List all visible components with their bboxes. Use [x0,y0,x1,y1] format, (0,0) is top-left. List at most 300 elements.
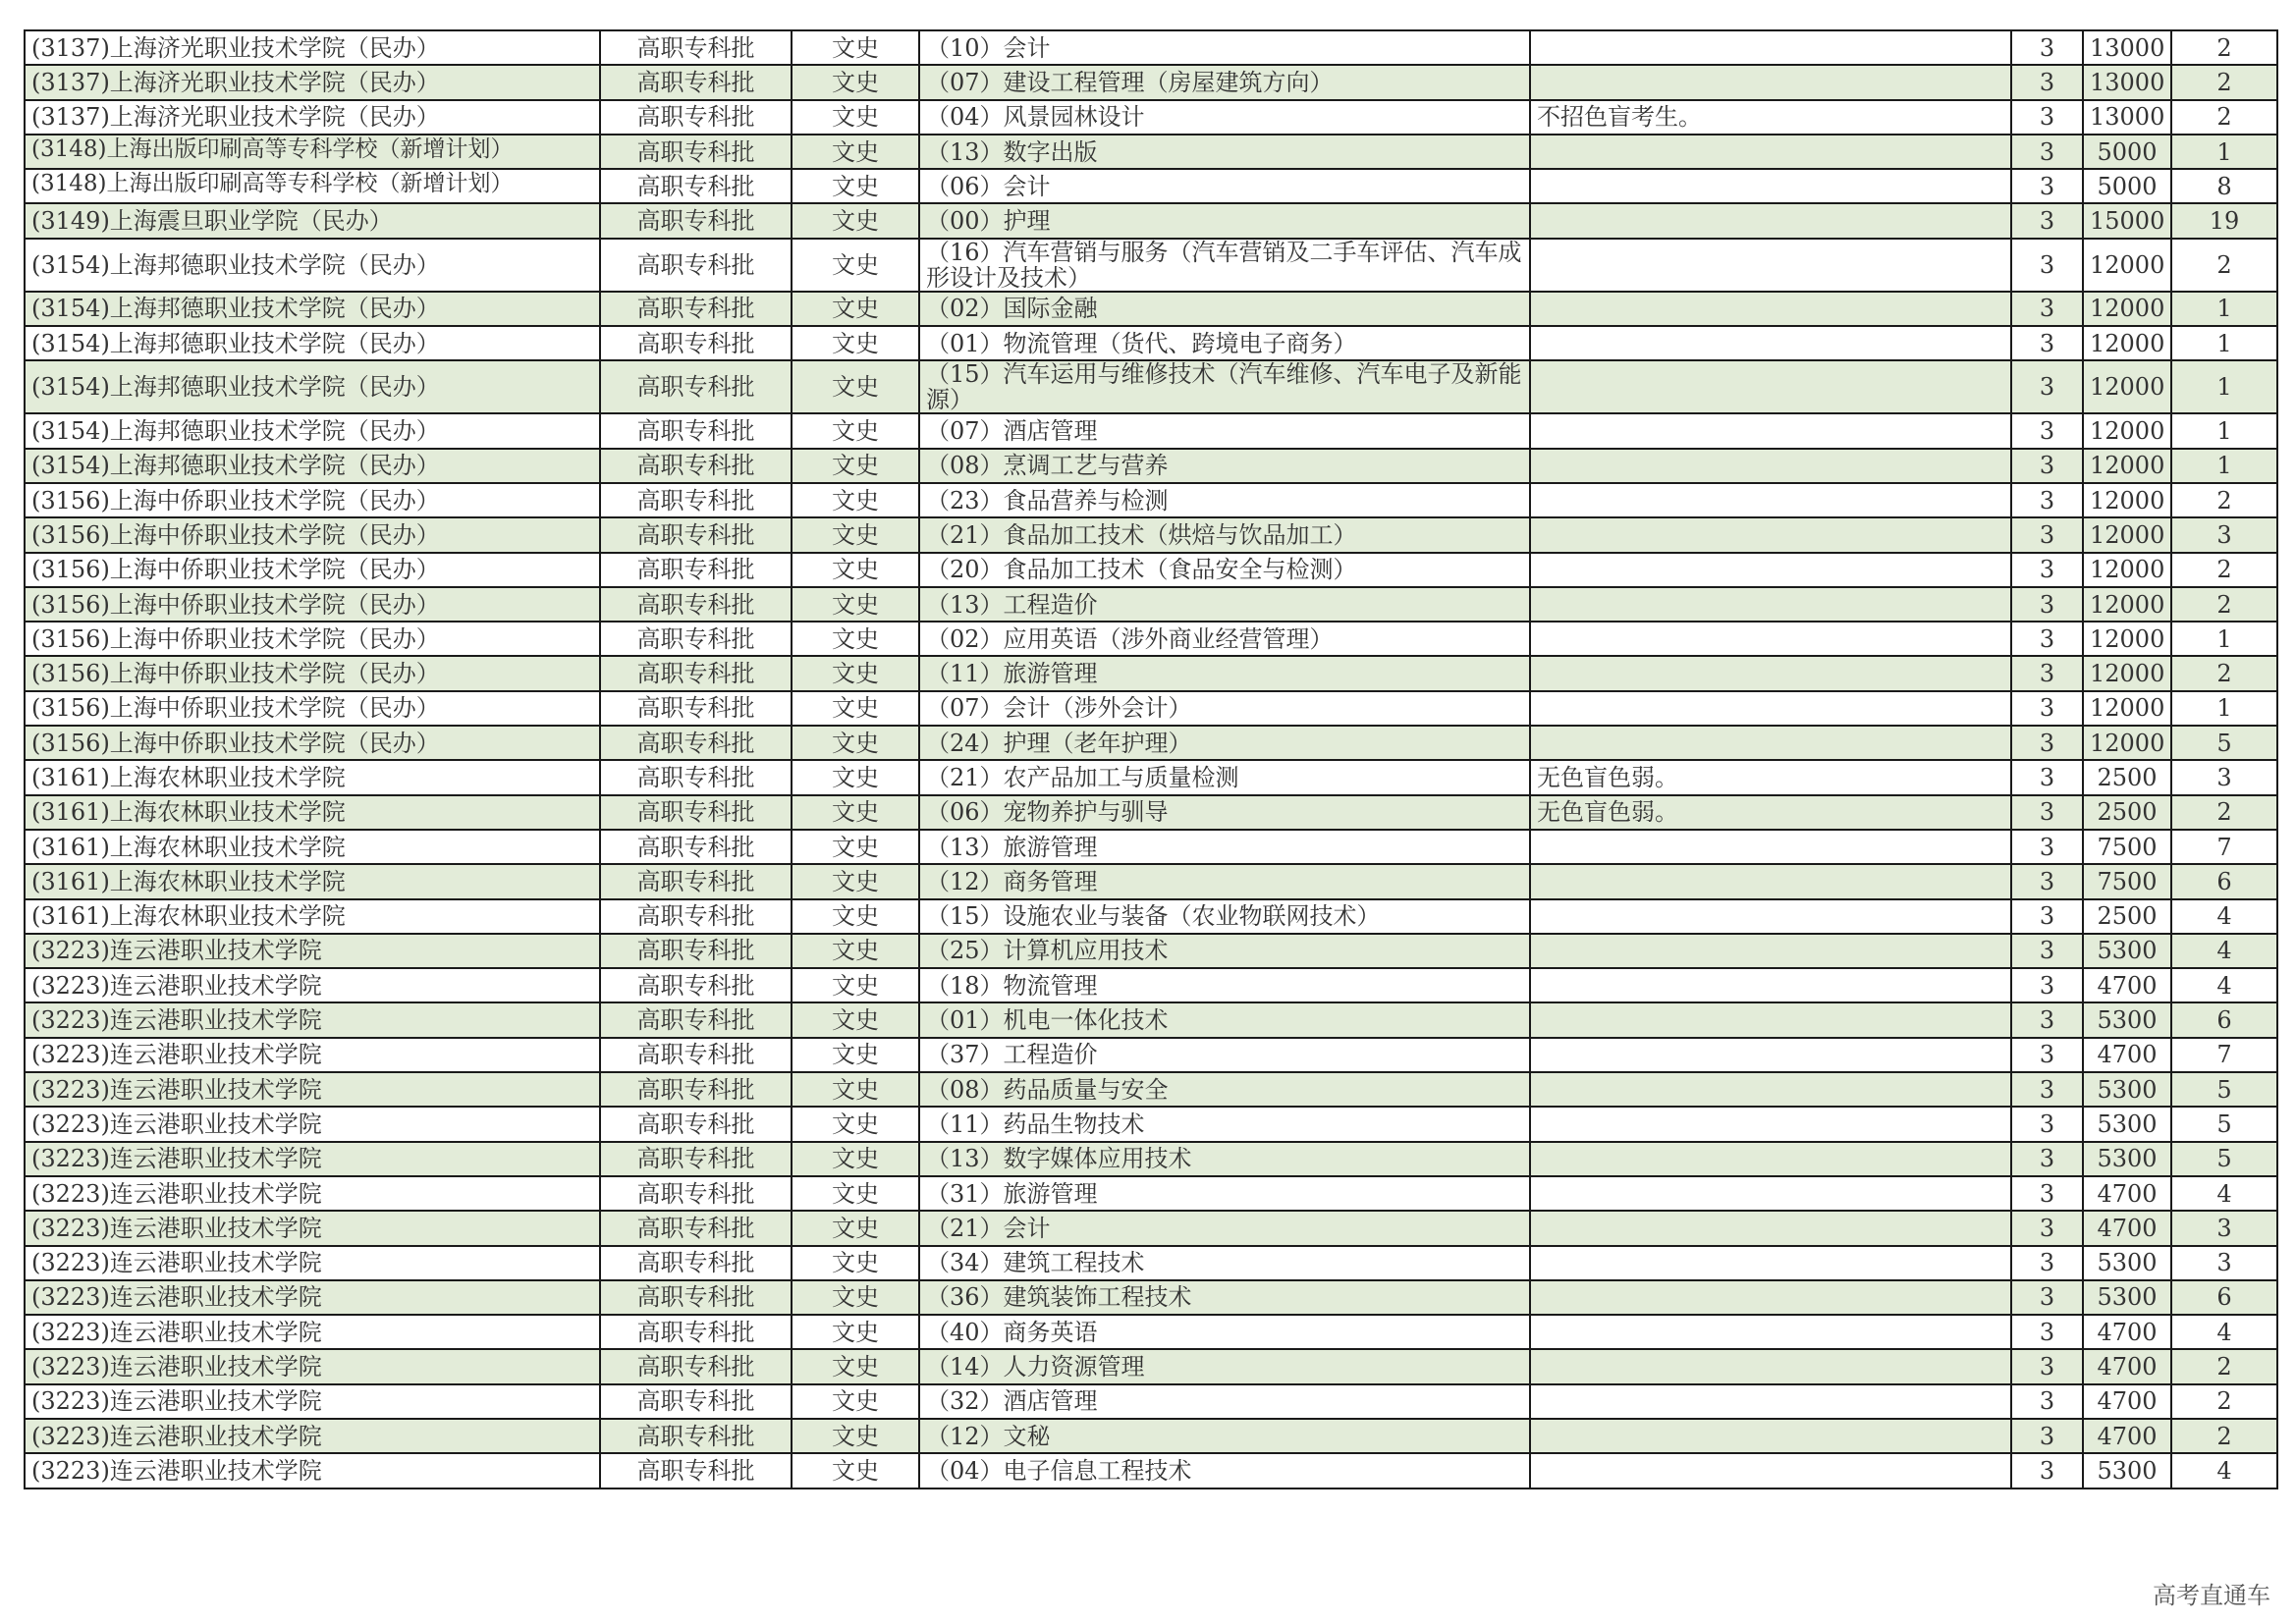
tuition-cell: 12000 [2083,587,2171,622]
school-cell: (3154)上海邦德职业技术学院（民办） [25,239,600,292]
note-cell [1530,517,2011,552]
quota-cell: 5 [2171,1107,2277,1141]
table-row [25,100,2277,135]
note-cell [1530,1107,2011,1141]
years-cell: 3 [2011,830,2083,864]
tuition-cell: 5300 [2083,1280,2171,1315]
subject-cell: 文史 [792,1211,919,1245]
subject-cell: 文史 [792,1384,919,1419]
years-cell: 3 [2011,587,2083,622]
note-cell [1530,292,2011,326]
years-cell: 3 [2011,65,2083,99]
table-row [25,1038,2277,1072]
quota-cell: 5 [2171,1142,2277,1176]
batch-cell: 高职专科批 [600,30,792,65]
table-row [25,726,2277,760]
years-cell: 3 [2011,864,2083,898]
subject-cell: 文史 [792,239,919,292]
subject-cell: 文史 [792,1280,919,1315]
school-cell: (3223)连云港职业技术学院 [25,1002,600,1037]
note-cell [1530,726,2011,760]
major-cell: （00）护理 [919,203,1530,238]
major-cell: （08）烹调工艺与营养 [919,449,1530,483]
school-cell: (3223)连云港职业技术学院 [25,1072,600,1107]
years-cell: 3 [2011,656,2083,690]
subject-cell: 文史 [792,360,919,413]
subject-cell: 文史 [792,30,919,65]
quota-cell: 6 [2171,864,2277,898]
years-cell: 3 [2011,239,2083,292]
school-cell: (3154)上海邦德职业技术学院（民办） [25,292,600,326]
major-cell: （11）药品生物技术 [919,1107,1530,1141]
tuition-cell: 12000 [2083,239,2171,292]
school-cell: (3156)上海中侨职业技术学院（民办） [25,587,600,622]
table-row [25,449,2277,483]
subject-cell: 文史 [792,1419,919,1453]
years-cell: 3 [2011,1002,2083,1037]
note-cell [1530,169,2011,203]
major-cell: （12）商务管理 [919,864,1530,898]
batch-cell: 高职专科批 [600,65,792,99]
batch-cell: 高职专科批 [600,1419,792,1453]
school-cell: (3156)上海中侨职业技术学院（民办） [25,622,600,656]
years-cell: 3 [2011,135,2083,169]
quota-cell: 1 [2171,292,2277,326]
major-cell: （15）设施农业与装备（农业物联网技术） [919,899,1530,934]
subject-cell: 文史 [792,1142,919,1176]
tuition-cell: 12000 [2083,413,2171,448]
school-cell: (3137)上海济光职业技术学院（民办） [25,30,600,65]
school-cell: (3223)连云港职业技术学院 [25,968,600,1002]
batch-cell: 高职专科批 [600,691,792,726]
years-cell: 3 [2011,1176,2083,1211]
tuition-cell: 5300 [2083,1002,2171,1037]
batch-cell: 高职专科批 [600,864,792,898]
years-cell: 3 [2011,1280,2083,1315]
major-cell: （11）旅游管理 [919,656,1530,690]
school-cell: (3223)连云港职业技术学院 [25,1384,600,1419]
major-cell: （40）商务英语 [919,1315,1530,1349]
tuition-cell: 4700 [2083,1384,2171,1419]
batch-cell: 高职专科批 [600,587,792,622]
note-cell [1530,656,2011,690]
table-row [25,1072,2277,1107]
major-cell: （13）数字媒体应用技术 [919,1142,1530,1176]
quota-cell: 1 [2171,360,2277,413]
quota-cell: 4 [2171,1453,2277,1488]
table-row [25,360,2277,413]
batch-cell: 高职专科批 [600,1211,792,1245]
school-cell: (3223)连云港职业技术学院 [25,1453,600,1488]
note-cell [1530,1038,2011,1072]
school-cell: (3223)连云港职业技术学院 [25,1142,600,1176]
school-cell: (3137)上海济光职业技术学院（民办） [25,65,600,99]
subject-cell: 文史 [792,553,919,587]
table-row [25,934,2277,968]
years-cell: 3 [2011,1246,2083,1280]
subject-cell: 文史 [792,760,919,794]
years-cell: 3 [2011,899,2083,934]
quota-cell: 19 [2171,203,2277,238]
subject-cell: 文史 [792,100,919,135]
table-row [25,760,2277,794]
note-cell [1530,203,2011,238]
batch-cell: 高职专科批 [600,899,792,934]
subject-cell: 文史 [792,864,919,898]
tuition-cell: 4700 [2083,1349,2171,1383]
table-row [25,1419,2277,1453]
tuition-cell: 4700 [2083,1211,2171,1245]
major-cell: （31）旅游管理 [919,1176,1530,1211]
school-cell: (3223)连云港职业技术学院 [25,1211,600,1245]
major-cell: （24）护理（老年护理） [919,726,1530,760]
table-body [25,30,2277,1489]
years-cell: 3 [2011,968,2083,1002]
major-cell: （06）宠物养护与驯导 [919,795,1530,830]
batch-cell: 高职专科批 [600,100,792,135]
major-cell: （16）汽车营销与服务（汽车营销及二手车评估、汽车成形设计及技术） [919,239,1530,292]
batch-cell: 高职专科批 [600,517,792,552]
school-cell: (3223)连云港职业技术学院 [25,1419,600,1453]
major-cell: （04）风景园林设计 [919,100,1530,135]
tuition-cell: 4700 [2083,1315,2171,1349]
major-cell: （15）汽车运用与维修技术（汽车维修、汽车电子及新能源） [919,360,1530,413]
tuition-cell: 7500 [2083,830,2171,864]
years-cell: 3 [2011,30,2083,65]
table-row [25,1453,2277,1488]
quota-cell: 2 [2171,587,2277,622]
table-row [25,1280,2277,1315]
quota-cell: 1 [2171,413,2277,448]
note-cell [1530,691,2011,726]
note-cell [1530,1072,2011,1107]
batch-cell: 高职专科批 [600,413,792,448]
school-cell: (3223)连云港职业技术学院 [25,1246,600,1280]
school-cell: (3149)上海震旦职业学院（民办） [25,203,600,238]
quota-cell: 4 [2171,899,2277,934]
note-cell [1530,1315,2011,1349]
tuition-cell: 4700 [2083,968,2171,1002]
batch-cell: 高职专科批 [600,1072,792,1107]
major-cell: （13）工程造价 [919,587,1530,622]
note-cell [1530,483,2011,517]
school-cell [25,135,600,169]
years-cell: 3 [2011,934,2083,968]
batch-cell: 高职专科批 [600,1002,792,1037]
batch-cell: 高职专科批 [600,1349,792,1383]
major-cell: （08）药品质量与安全 [919,1072,1530,1107]
years-cell: 3 [2011,517,2083,552]
school-cell: (3154)上海邦德职业技术学院（民办） [25,449,600,483]
quota-cell: 4 [2171,934,2277,968]
quota-cell: 2 [2171,553,2277,587]
years-cell: 3 [2011,1349,2083,1383]
note-cell [1530,360,2011,413]
years-cell: 3 [2011,1072,2083,1107]
batch-cell: 高职专科批 [600,934,792,968]
years-cell: 3 [2011,1211,2083,1245]
note-cell [1530,622,2011,656]
table-row [25,1002,2277,1037]
tuition-cell: 12000 [2083,691,2171,726]
batch-cell: 高职专科批 [600,203,792,238]
watermark: 高考直通车 [2149,1576,2274,1610]
school-cell: (3154)上海邦德职业技术学院（民办） [25,413,600,448]
years-cell: 3 [2011,1038,2083,1072]
note-cell [1530,1142,2011,1176]
school-cell: (3156)上海中侨职业技术学院（民办） [25,656,600,690]
batch-cell: 高职专科批 [600,1176,792,1211]
note-cell [1530,326,2011,360]
years-cell: 3 [2011,203,2083,238]
tuition-cell: 12000 [2083,726,2171,760]
note-cell [1530,968,2011,1002]
years-cell: 3 [2011,360,2083,413]
batch-cell: 高职专科批 [600,795,792,830]
years-cell: 3 [2011,169,2083,203]
subject-cell: 文史 [792,691,919,726]
note-cell: 不招色盲考生。 [1530,100,2011,135]
quota-cell: 2 [2171,100,2277,135]
table-row [25,517,2277,552]
school-cell: (3223)连云港职业技术学院 [25,1038,600,1072]
tuition-cell: 15000 [2083,203,2171,238]
tuition-cell: 12000 [2083,553,2171,587]
school-cell [25,169,600,203]
batch-cell: 高职专科批 [600,1315,792,1349]
table-row [25,1315,2277,1349]
major-cell: （21）会计 [919,1211,1530,1245]
quota-cell: 3 [2171,517,2277,552]
note-cell [1530,1419,2011,1453]
batch-cell: 高职专科批 [600,483,792,517]
quota-cell: 7 [2171,830,2277,864]
subject-cell: 文史 [792,135,919,169]
subject-cell: 文史 [792,1002,919,1037]
major-cell: （12）文秘 [919,1419,1530,1453]
school-cell: (3223)连云港职业技术学院 [25,1176,600,1211]
major-cell: （07）会计（涉外会计） [919,691,1530,726]
tuition-cell: 12000 [2083,622,2171,656]
major-cell: （06）会计 [919,169,1530,203]
subject-cell: 文史 [792,726,919,760]
school-name-text: (3148)上海出版印刷高等专科学校（新增计划） [31,170,514,196]
school-cell: (3161)上海农林职业技术学院 [25,830,600,864]
school-cell: (3137)上海济光职业技术学院（民办） [25,100,600,135]
quota-cell: 3 [2171,1211,2277,1245]
subject-cell: 文史 [792,830,919,864]
note-cell [1530,864,2011,898]
admissions-table [24,29,2278,1489]
years-cell: 3 [2011,553,2083,587]
tuition-cell: 13000 [2083,100,2171,135]
table-row [25,691,2277,726]
years-cell: 3 [2011,1107,2083,1141]
table-row [25,326,2277,360]
major-cell: （21）食品加工技术（烘焙与饮品加工） [919,517,1530,552]
note-cell [1530,135,2011,169]
batch-cell: 高职专科批 [600,1384,792,1419]
years-cell: 3 [2011,413,2083,448]
years-cell: 3 [2011,1384,2083,1419]
tuition-cell: 12000 [2083,326,2171,360]
years-cell: 3 [2011,449,2083,483]
years-cell: 3 [2011,726,2083,760]
subject-cell: 文史 [792,1038,919,1072]
table-row [25,483,2277,517]
tuition-cell: 5300 [2083,1142,2171,1176]
table-row [25,1349,2277,1383]
tuition-cell: 13000 [2083,30,2171,65]
quota-cell: 2 [2171,239,2277,292]
quota-cell: 1 [2171,622,2277,656]
subject-cell: 文史 [792,203,919,238]
batch-cell: 高职专科批 [600,622,792,656]
subject-cell: 文史 [792,1315,919,1349]
table-row [25,1211,2277,1245]
batch-cell: 高职专科批 [600,1246,792,1280]
table-row [25,1246,2277,1280]
tuition-cell: 5000 [2083,169,2171,203]
batch-cell: 高职专科批 [600,553,792,587]
quota-cell: 3 [2171,1246,2277,1280]
batch-cell: 高职专科批 [600,239,792,292]
school-name-text: (3148)上海出版印刷高等专科学校（新增计划） [31,135,514,162]
school-cell: (3156)上海中侨职业技术学院（民办） [25,483,600,517]
table-row [25,553,2277,587]
quota-cell: 1 [2171,135,2277,169]
batch-cell: 高职专科批 [600,1280,792,1315]
table-row [25,203,2277,238]
batch-cell: 高职专科批 [600,292,792,326]
tuition-cell: 12000 [2083,360,2171,413]
school-cell: (3156)上海中侨职业技术学院（民办） [25,517,600,552]
batch-cell: 高职专科批 [600,1142,792,1176]
batch-cell: 高职专科批 [600,326,792,360]
quota-cell: 5 [2171,1072,2277,1107]
years-cell: 3 [2011,760,2083,794]
note-cell [1530,1002,2011,1037]
subject-cell: 文史 [792,899,919,934]
note-cell [1530,30,2011,65]
major-cell: （13）旅游管理 [919,830,1530,864]
tuition-cell: 5300 [2083,1453,2171,1488]
note-cell [1530,1453,2011,1488]
school-cell: (3161)上海农林职业技术学院 [25,864,600,898]
tuition-cell: 4700 [2083,1038,2171,1072]
quota-cell: 4 [2171,968,2277,1002]
tuition-cell: 12000 [2083,449,2171,483]
quota-cell: 2 [2171,1349,2277,1383]
table-row [25,292,2277,326]
table-row [25,169,2277,203]
major-cell: （37）工程造价 [919,1038,1530,1072]
major-cell: （21）农产品加工与质量检测 [919,760,1530,794]
major-cell: （36）建筑装饰工程技术 [919,1280,1530,1315]
subject-cell: 文史 [792,413,919,448]
subject-cell: 文史 [792,169,919,203]
table-row [25,656,2277,690]
quota-cell: 2 [2171,795,2277,830]
major-cell: （07）建设工程管理（房屋建筑方向） [919,65,1530,99]
subject-cell: 文史 [792,449,919,483]
years-cell: 3 [2011,1453,2083,1488]
table-row [25,413,2277,448]
years-cell: 3 [2011,1142,2083,1176]
note-cell [1530,1349,2011,1383]
tuition-cell: 2500 [2083,899,2171,934]
quota-cell: 4 [2171,1315,2277,1349]
major-cell: （10）会计 [919,30,1530,65]
tuition-cell: 2500 [2083,760,2171,794]
subject-cell: 文史 [792,292,919,326]
quota-cell: 5 [2171,726,2277,760]
school-cell: (3156)上海中侨职业技术学院（民办） [25,553,600,587]
note-cell [1530,1384,2011,1419]
note-cell [1530,1211,2011,1245]
years-cell: 3 [2011,1419,2083,1453]
subject-cell: 文史 [792,795,919,830]
quota-cell: 6 [2171,1280,2277,1315]
note-cell [1530,934,2011,968]
quota-cell: 1 [2171,691,2277,726]
subject-cell: 文史 [792,65,919,99]
major-cell: （25）计算机应用技术 [919,934,1530,968]
batch-cell: 高职专科批 [600,169,792,203]
note-cell [1530,65,2011,99]
subject-cell: 文史 [792,1453,919,1488]
major-cell: （01）物流管理（货代、跨境电子商务） [919,326,1530,360]
table-row [25,135,2277,169]
school-cell: (3223)连云港职业技术学院 [25,1315,600,1349]
years-cell: 3 [2011,795,2083,830]
tuition-cell: 7500 [2083,864,2171,898]
subject-cell: 文史 [792,1349,919,1383]
table-row [25,622,2277,656]
table-row [25,864,2277,898]
quota-cell: 2 [2171,656,2277,690]
major-cell: （14）人力资源管理 [919,1349,1530,1383]
subject-cell: 文史 [792,1176,919,1211]
years-cell: 3 [2011,326,2083,360]
note-cell [1530,553,2011,587]
tuition-cell: 4700 [2083,1176,2171,1211]
tuition-cell: 2500 [2083,795,2171,830]
batch-cell: 高职专科批 [600,760,792,794]
table-row [25,587,2277,622]
school-cell: (3223)连云港职业技术学院 [25,934,600,968]
batch-cell: 高职专科批 [600,1038,792,1072]
tuition-cell: 5000 [2083,135,2171,169]
table-row [25,30,2277,65]
quota-cell: 1 [2171,449,2277,483]
years-cell: 3 [2011,691,2083,726]
subject-cell: 文史 [792,326,919,360]
tuition-cell: 12000 [2083,656,2171,690]
tuition-cell: 5300 [2083,1107,2171,1141]
subject-cell: 文史 [792,1107,919,1141]
batch-cell: 高职专科批 [600,656,792,690]
school-cell: (3156)上海中侨职业技术学院（民办） [25,726,600,760]
tuition-cell: 12000 [2083,483,2171,517]
batch-cell: 高职专科批 [600,360,792,413]
subject-cell: 文史 [792,1072,919,1107]
tuition-cell: 13000 [2083,65,2171,99]
batch-cell: 高职专科批 [600,1453,792,1488]
school-cell: (3161)上海农林职业技术学院 [25,899,600,934]
note-cell: 无色盲色弱。 [1530,795,2011,830]
note-cell [1530,1280,2011,1315]
